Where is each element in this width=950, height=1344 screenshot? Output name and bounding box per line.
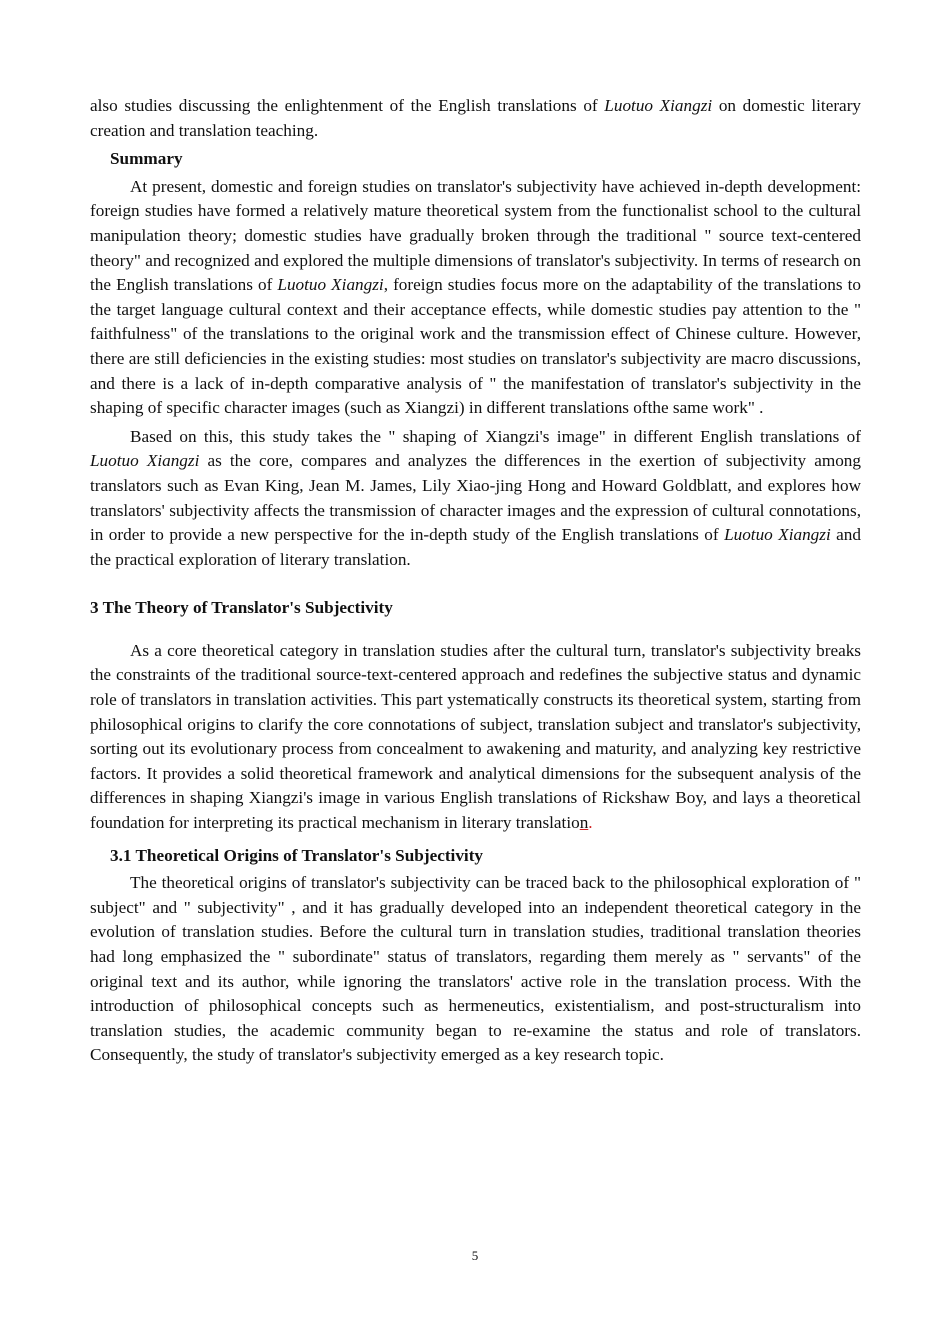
section-3-paragraph <box>90 639 861 836</box>
section-3-end-period: . <box>588 813 593 833</box>
document-page <box>90 94 861 1068</box>
section-3-heading: 3 The Theory of Translator's Subjectivity <box>90 598 393 618</box>
spellcheck-underline: n <box>579 813 589 833</box>
intro-text-a: also studies discussing the enlightenment of the English translations of <box>90 96 605 115</box>
section-3-1-heading: 3.1 Theoretical Origins of Translator's Subjectivity <box>110 845 484 865</box>
book-title: Luotuo Xiangzi <box>604 96 713 115</box>
book-title: Luotuo Xiangzi <box>90 451 200 471</box>
section-3-1-paragraph: The theoretical origins of translator's subjectivity can be traced back to the philosophical exploration of " subject" and " subjectivity" , and it has gradually developed into an independent theoretical category in the evolution of translation studies. Before the cultural turn in translation studies, traditional translation theories had long emphasized the " subordinate" status of translators, regarding them merely as " servants" of the original text and its author, while ignoring the translators' active role in the translation process. With the introduction of philosophical concepts such as hermeneutics, existentialism, and post-structuralism into translation studies, the academic community began to re-examine the status and role of translators. Consequently, the study of translator's subjectivity emerged as a key research topic. <box>90 873 861 1065</box>
summary-p2-text-b: as the core, compares and analyzes the differences in the exertion of subjectivity among translators such as Evan King, Jean M. James, Lily Xiao-jing Hong and Howard Goldblatt, and explores how translators' subjectivity affects the transmission of character images and the expression of cultural connotations, in order to provide a new perspective for the in-depth study of the English translations of <box>90 451 861 545</box>
section-3-text: As a core theoretical category in translation studies after the cultural turn, translator's subjectivity breaks the constraints of the traditional source-text-centered approach and redefines the subjective status and dynamic role of translators in translation activities. This part ystematically constructs its theoretical system, starting from philosophical origins to clarify the core connotations of subject, translation subject and translator's subjectivity, sorting out its evolutionary process from concealment to awakening and maturity, and analyzing key restrictive factors. It provides a solid theoretical framework and analytical dimensions for the subsequent analysis of the differences in shaping Xiangzi's image in various English translations of Rickshaw Boy, and lays a theoretical foundation for interpreting its practical mechanism in literary translatio <box>90 640 861 833</box>
summary-p2-text-a: Based on this, this study takes the " shaping of Xiangzi's image" in different English translations of <box>130 426 861 446</box>
book-title: Luotuo Xiangzi <box>277 275 384 295</box>
summary-heading: Summary <box>110 149 183 169</box>
summary-p2-text-c: and the practical exploration of literary translation. <box>90 525 861 569</box>
page-number: 5 <box>471 1248 479 1263</box>
book-title: Luotuo Xiangzi <box>724 525 831 545</box>
intro-text-b: on domestic literary creation and translation teaching. <box>90 96 862 140</box>
summary-p1-text-b: , foreign studies focus more on the adaptability of the translations to the target language cultural context and their acceptance effects, while domestic studies pay attention to the " faithfulness" of the translations to the original work and the transmission effect of Chinese culture. However, there are still deficiencies in the existing studies: most studies on translator's subjectivity are macro discussions, and there is a lack of in-depth comparative analysis of " the manifestation of translator's subjectivity in the shaping of specific character images (such as Xiangzi) in different translations ofthe same work" . <box>90 275 862 418</box>
summary-paragraph-2 <box>90 425 861 573</box>
intro-paragraph <box>90 94 861 143</box>
summary-paragraph-1 <box>90 175 861 421</box>
summary-p1-text-a: At present, domestic and foreign studies on translator's subjectivity have achieved in-depth development: foreign studies have formed a relatively mature theoretical system from the functionalist school to the cultural manipulation theory; domestic studies have gradually broken through the traditional " source text-centered theory" and recognized and explored the multiple dimensions of translator's subjectivity. In terms of research on the English translations of <box>90 176 861 295</box>
